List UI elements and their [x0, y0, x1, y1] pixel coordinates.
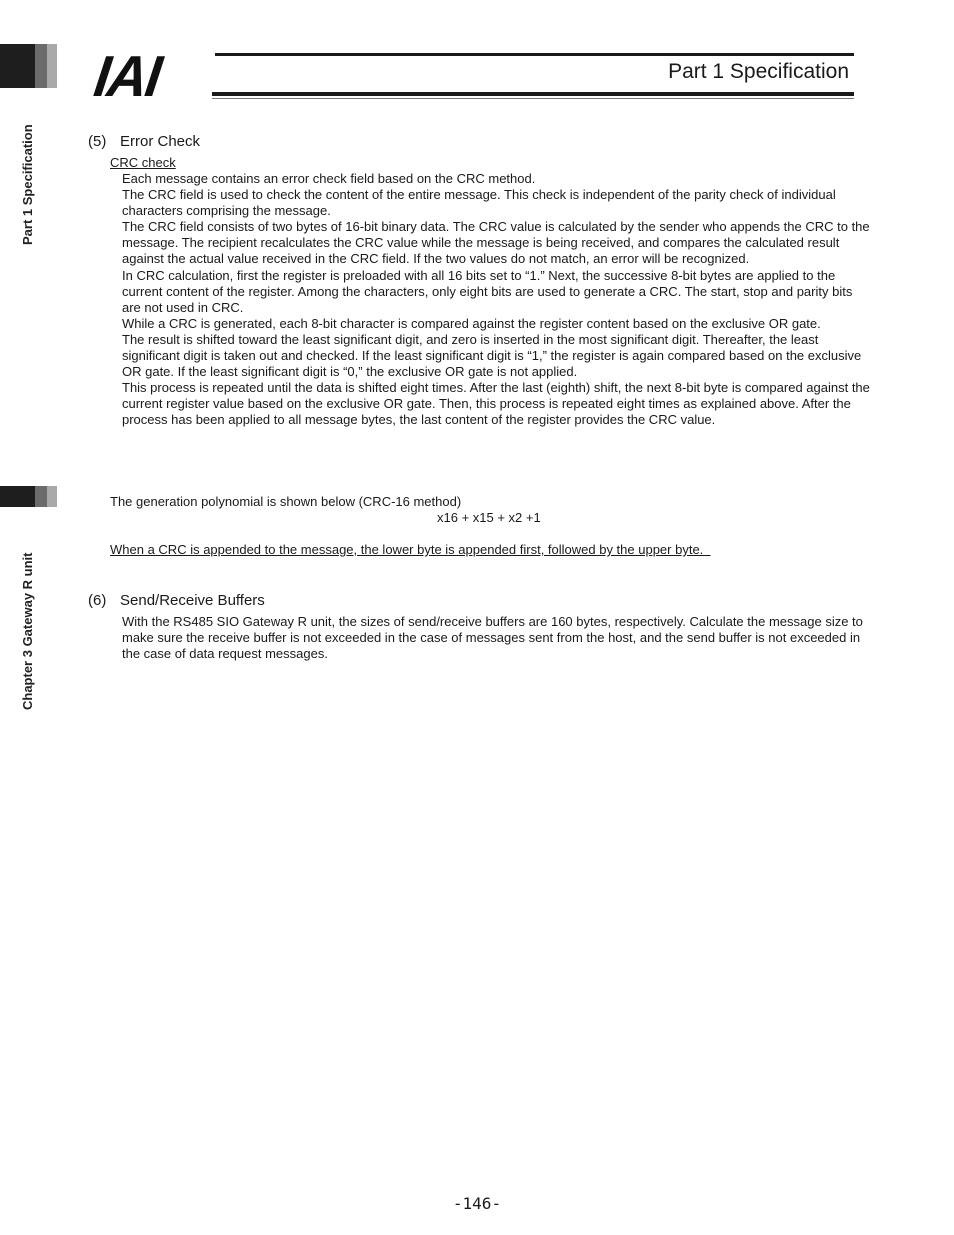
section-6-body	[122, 614, 870, 662]
section-5-heading	[88, 133, 200, 150]
header-rule-top	[215, 53, 854, 56]
paragraph: While a CRC is generated, each 8-bit character is compared against the register content based on the exclusive OR gate.	[122, 315, 821, 331]
side-label-chapter: Chapter 3 Gateway R unit	[20, 552, 35, 710]
paragraph: The CRC field consists of two bytes of 16-bit binary data. The CRC value is calculated by the sender who appends the CRC to the message. The recipient recalculates the CRC value while the message is being received, and compares the calculated result against the actual value received in the CRC field. If the two values do not match, an error will be recognized.	[122, 219, 870, 267]
polynomial: x16 + x15 + x2 +1	[437, 510, 541, 525]
page-number: -146-	[452, 1194, 502, 1213]
paragraph: With the RS485 SIO Gateway R unit, the sizes of send/receive buffers are 160 bytes, respectively. Calculate the message size to make sure the receive buffer is not exceeded in the case of messages sent from the host, and the send buffer is not exceeded in the case of data request messages.	[122, 614, 863, 662]
side-tab-part	[0, 44, 57, 88]
header-rule-bottom-thin	[212, 98, 854, 99]
crc-byte-order-note: When a CRC is appended to the message, the lower byte is appended first, followed by the upper byte.	[110, 542, 711, 557]
part-title: Part 1 Specification	[668, 60, 849, 83]
section-6-heading	[88, 592, 265, 609]
paragraph: The CRC field is used to check the content of the entire message. This check is independent of the parity check of individual characters comprising the message.	[122, 187, 836, 219]
section-6-number: (6)	[88, 592, 107, 609]
polynomial-intro: The generation polynomial is shown below (CRC-16 method)	[110, 494, 462, 509]
paragraph: The result is shifted toward the least significant digit, and zero is inserted in the most significant digit. Thereafter, the least significant digit is taken out and checked. If the least significant digit is “1,” the register is again compared based on the exclusive OR gate. If the least significant digit is “0,” the exclusive OR gate is not applied.	[122, 331, 862, 380]
section-5-body	[122, 171, 870, 429]
section-6-title: Send/Receive Buffers	[120, 592, 265, 609]
section-5-title: Error Check	[120, 133, 201, 150]
iai-logo: IAI	[90, 43, 164, 109]
side-tab-chapter	[0, 486, 57, 507]
paragraph: In CRC calculation, first the register is preloaded with all 16 bits set to “1.” Next, the successive 8-bit bytes are applied to the current content of the register. Among the characters, only eight bits are used to generate a CRC. The start, stop and parity bits are not used in CRC.	[122, 267, 853, 315]
crc-check-subhead: CRC check	[110, 155, 176, 170]
section-5-number: (5)	[88, 133, 107, 150]
side-label-part: Part 1 Specification	[20, 124, 35, 245]
header-rule-bottom	[212, 92, 854, 96]
paragraph: Each message contains an error check field based on the CRC method.	[122, 171, 536, 186]
paragraph: This process is repeated until the data is shifted eight times. After the last (eighth) shift, the next 8-bit byte is compared against the current register value based on the exclusive OR gate. Then, this process is repeated eight times as explained above. After the process has been applied to all message bytes, the last content of the register provides the CRC value.	[122, 380, 870, 428]
